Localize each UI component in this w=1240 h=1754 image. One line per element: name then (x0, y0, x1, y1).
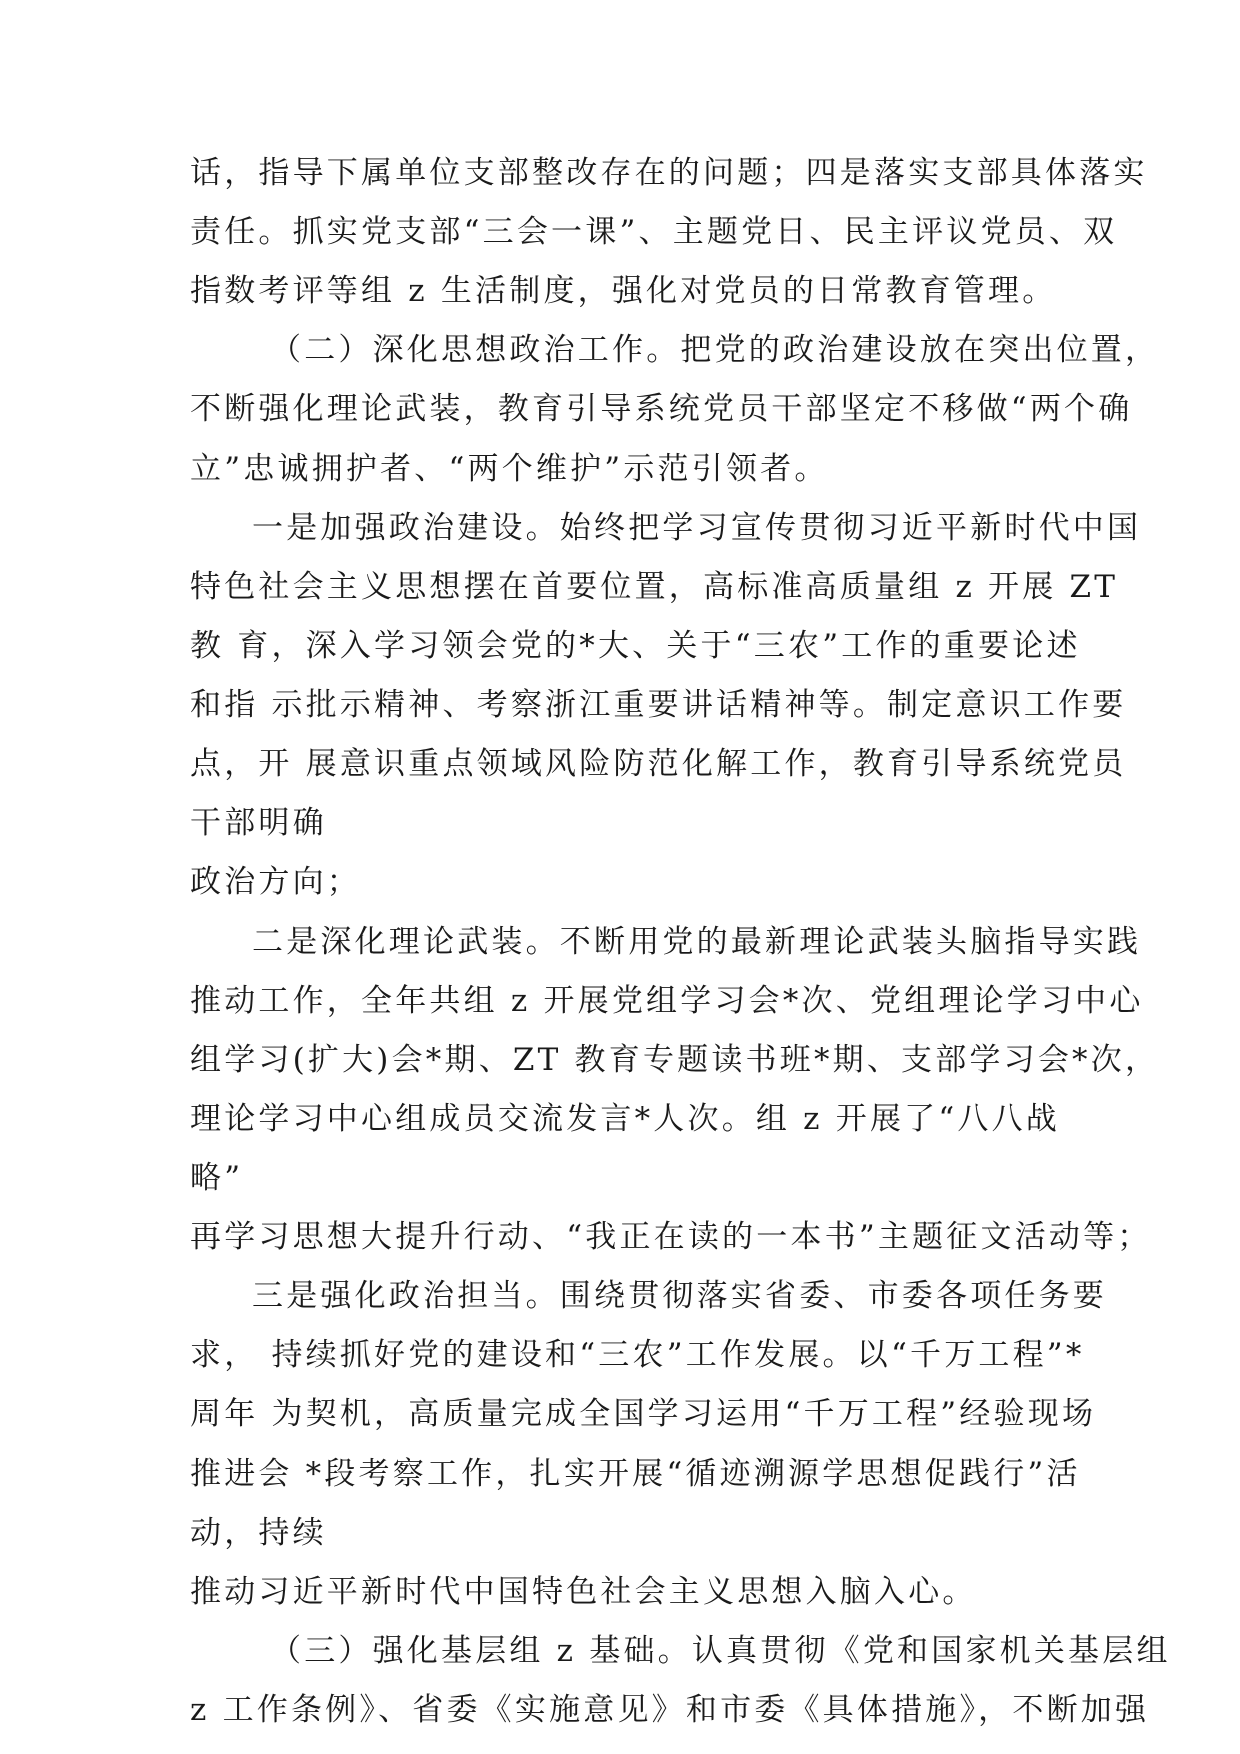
text-line: 略” (190, 1160, 244, 1196)
paragraph-start: （二）深化思想政治工作。把党的政治建设放在突出位置， (270, 332, 1160, 368)
text-line: 特色社会主义思想摆在首要位置，高标准高质量组 z 开展 ZT (190, 569, 1119, 605)
text-line: 教 育，深入学习领会党的*大、关于“三农”工作的重要论述 (190, 628, 1081, 664)
paragraph-start: 一是加强政治建设。始终把学习宣传贯彻习近平新时代中国 (252, 510, 1142, 546)
text-line: 理论学习中心组成员交流发言*人次。组 z 开展了“八八战 (190, 1101, 1060, 1137)
text-line: 动，持续 (190, 1515, 327, 1551)
text-line: 责任。抓实党支部“三会一课”、主题党日、民主评议党员、双 (190, 214, 1118, 250)
text-line: 周年 为契机，高质量完成全国学习运用“千万工程”经验现场 (190, 1396, 1097, 1432)
text-line: 推动工作，全年共组 z 开展党组学习会*次、党组理论学习中心 (190, 983, 1144, 1019)
paragraph-start: 三是强化政治担当。围绕贯彻落实省委、市委各项任务要 (252, 1278, 1107, 1314)
text-line: 政治方向； (190, 864, 361, 900)
paragraph-start: （三）强化基层组 z 基础。认真贯彻《党和国家机关基层组 (270, 1633, 1171, 1669)
text-line: 点，开 展意识重点领域风险防范化解工作，教育引导系统党员 (190, 746, 1127, 782)
text-line: 话，指导下属单位支部整改存在的问题；四是落实支部具体落实 (190, 155, 1148, 191)
text-line: z 工作条例》、省委《实施意见》和市委《具体措施》，不断加强 (190, 1692, 1150, 1728)
paragraph-start: 二是深化理论武装。不断用党的最新理论武装头脑指导实践 (252, 924, 1142, 960)
text-line: 推进会 *段考察工作，扎实开展“循迹溯源学思想促践行”活 (190, 1456, 1081, 1492)
text-line: 求， 持续抓好党的建设和“三农”工作发展。以“千万工程”* (190, 1337, 1085, 1373)
text-line: 不断强化理论武装，教育引导系统党员干部坚定不移做“两个确 (190, 391, 1133, 427)
text-line: 组学习(扩大)会*期、ZT 教育专题读书班*期、支部学习会*次， (190, 1042, 1160, 1078)
text-line: 立”忠诚拥护者、“两个维护”示范引领者。 (190, 451, 829, 487)
text-line: 干部明确 (190, 805, 327, 841)
text-line: 和指 示批示精神、考察浙江重要讲话精神等。制定意识工作要 (190, 687, 1127, 723)
text-line: 再学习思想大提升行动、“我正在读的一本书”主题征文活动等； (190, 1219, 1152, 1255)
text-line: 指数考评等组 z 生活制度，强化对党员的日常教育管理。 (190, 273, 1057, 309)
text-line: 推动习近平新时代中国特色社会主义思想入脑入心。 (190, 1574, 977, 1610)
